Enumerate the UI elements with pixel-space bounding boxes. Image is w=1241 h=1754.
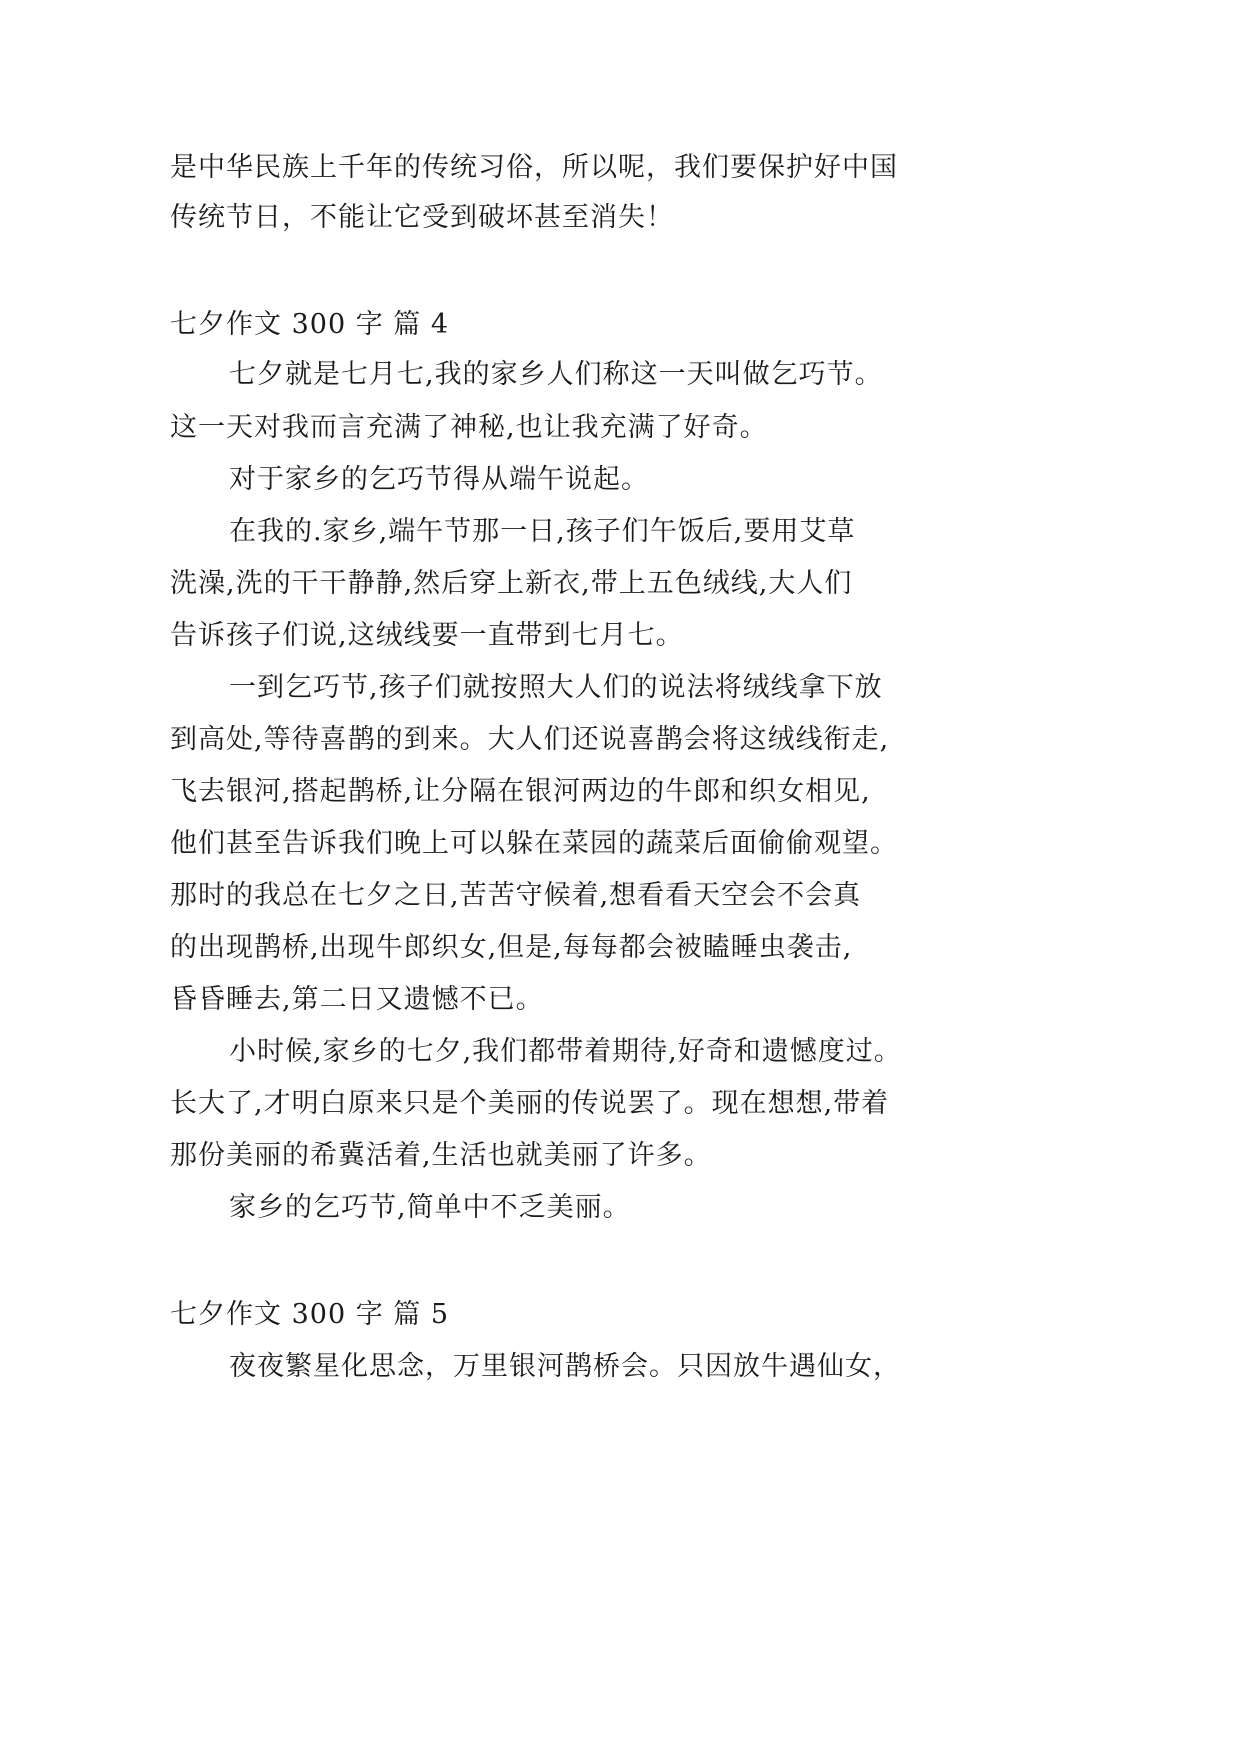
paragraph-line: 在我的.家乡,端午节那一日,孩子们午饭后,要用艾草	[229, 516, 856, 547]
section-heading-4: 七夕作文 300 字 篇 4	[170, 309, 450, 340]
paragraph-line: 到高处,等待喜鹊的到来。大人们还说喜鹊会将这绒线衔走,	[170, 724, 890, 755]
paragraph-line: 家乡的乞巧节,简单中不乏美丽。	[229, 1192, 631, 1223]
paragraph-line: 飞去银河,搭起鹊桥,让分隔在银河两边的牛郎和织女相见,	[170, 776, 871, 807]
paragraph-line: 小时候,家乡的七夕,我们都带着期待,好奇和遗憾度过。	[229, 1036, 902, 1067]
paragraph-line: 对于家乡的乞巧节得从端午说起。	[229, 464, 649, 495]
paragraph-line: 那份美丽的希冀活着,生活也就美丽了许多。	[170, 1140, 712, 1171]
paragraph-line: 七夕就是七月七,我的家乡人们称这一天叫做乞巧节。	[229, 359, 883, 390]
paragraph-line: 一到乞巧节,孩子们就按照大人们的说法将绒线拿下放	[229, 672, 883, 703]
paragraph-line: 传统节日，不能让它受到破坏甚至消失！	[170, 202, 674, 233]
paragraph-line: 洗澡,洗的干干静静,然后穿上新衣,带上五色绒线,大人们	[170, 568, 853, 599]
section-heading-5: 七夕作文 300 字 篇 5	[170, 1299, 450, 1330]
paragraph-line: 那时的我总在七夕之日,苦苦守候着,想看看天空会不会真	[170, 880, 862, 911]
paragraph-line: 的出现鹊桥,出现牛郎织女,但是,每每都会被瞌睡虫袭击,	[170, 932, 853, 963]
paragraph-line: 昏昏睡去,第二日又遗憾不已。	[170, 984, 544, 1015]
paragraph-line: 他们甚至告诉我们晚上可以躲在菜园的蔬菜后面偷偷观望。	[170, 828, 898, 859]
paragraph-line: 是中华民族上千年的传统习俗，所以呢，我们要保护好中国	[170, 152, 898, 183]
paragraph-line: 夜夜繁星化思念，万里银河鹊桥会。只因放牛遇仙女，	[229, 1351, 901, 1382]
paragraph-line: 告诉孩子们说,这绒线要一直带到七月七。	[170, 620, 684, 651]
paragraph-line: 长大了,才明白原来只是个美丽的传说罢了。现在想想,带着	[170, 1088, 890, 1119]
paragraph-line: 这一天对我而言充满了神秘,也让我充满了好奇。	[170, 412, 768, 443]
